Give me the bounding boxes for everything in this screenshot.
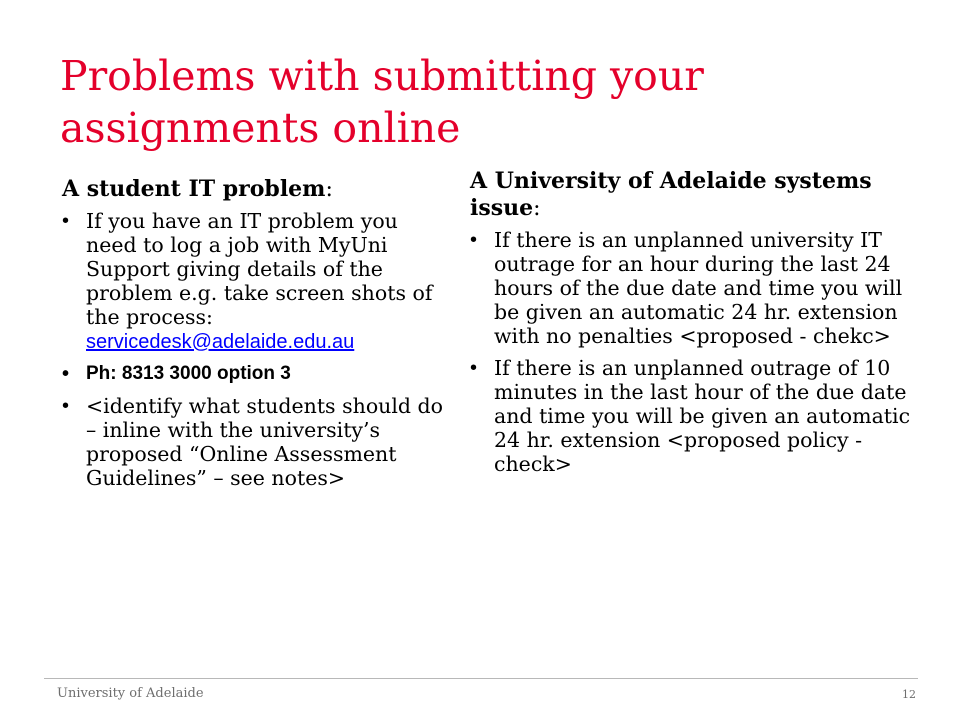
list-item: [470, 356, 920, 476]
list-item: [62, 209, 452, 354]
bullet-text: If there is an unplanned outrage of 10 minutes in the last hour of the due date and time you will be given an automatic 24 hr. extension <proposed policy - check>: [494, 356, 911, 476]
list-item: [62, 362, 452, 386]
list-item: [470, 228, 920, 348]
list-item: [62, 394, 452, 490]
left-column: [62, 168, 452, 498]
bullet-text: If you have an IT problem you need to log a job with MyUni Support giving details of the problem e.g. take screen shots of the process:: [86, 209, 433, 329]
bullet-icon: •: [62, 363, 70, 385]
bullet-icon: •: [470, 229, 478, 251]
phone-text: Ph: 8313 3000 option 3: [86, 363, 291, 384]
page-number: 12: [902, 688, 916, 701]
slide-title: Problems with submitting your assignments online: [60, 52, 704, 152]
servicedesk-email-link[interactable]: servicedesk@adelaide.edu.au: [86, 331, 355, 353]
right-column: [470, 168, 920, 484]
left-bullet-list: [62, 209, 452, 490]
bullet-icon: •: [470, 357, 478, 379]
right-bullet-list: [470, 228, 920, 476]
bullet-text: <identify what students should do – inline with the university’s proposed “Online Assessment Guidelines” – see notes>: [86, 394, 444, 490]
left-heading-colon: :: [325, 177, 333, 202]
bullet-icon: •: [62, 210, 70, 232]
right-heading-text: A University of Adelaide systems issue: [470, 168, 872, 221]
bullet-icon: •: [62, 395, 70, 417]
left-heading: [62, 176, 452, 203]
footer-divider: [44, 678, 918, 679]
right-heading: [470, 168, 920, 222]
left-heading-text: A student IT problem: [62, 176, 326, 202]
bullet-text: If there is an unplanned university IT outrage for an hour during the last 24 hours of the due date and time you will be given an automatic 24 hr. extension with no penalties <proposed - chekc>: [494, 228, 903, 348]
right-heading-colon: :: [533, 196, 541, 221]
footer-org: University of Adelaide: [57, 686, 204, 701]
